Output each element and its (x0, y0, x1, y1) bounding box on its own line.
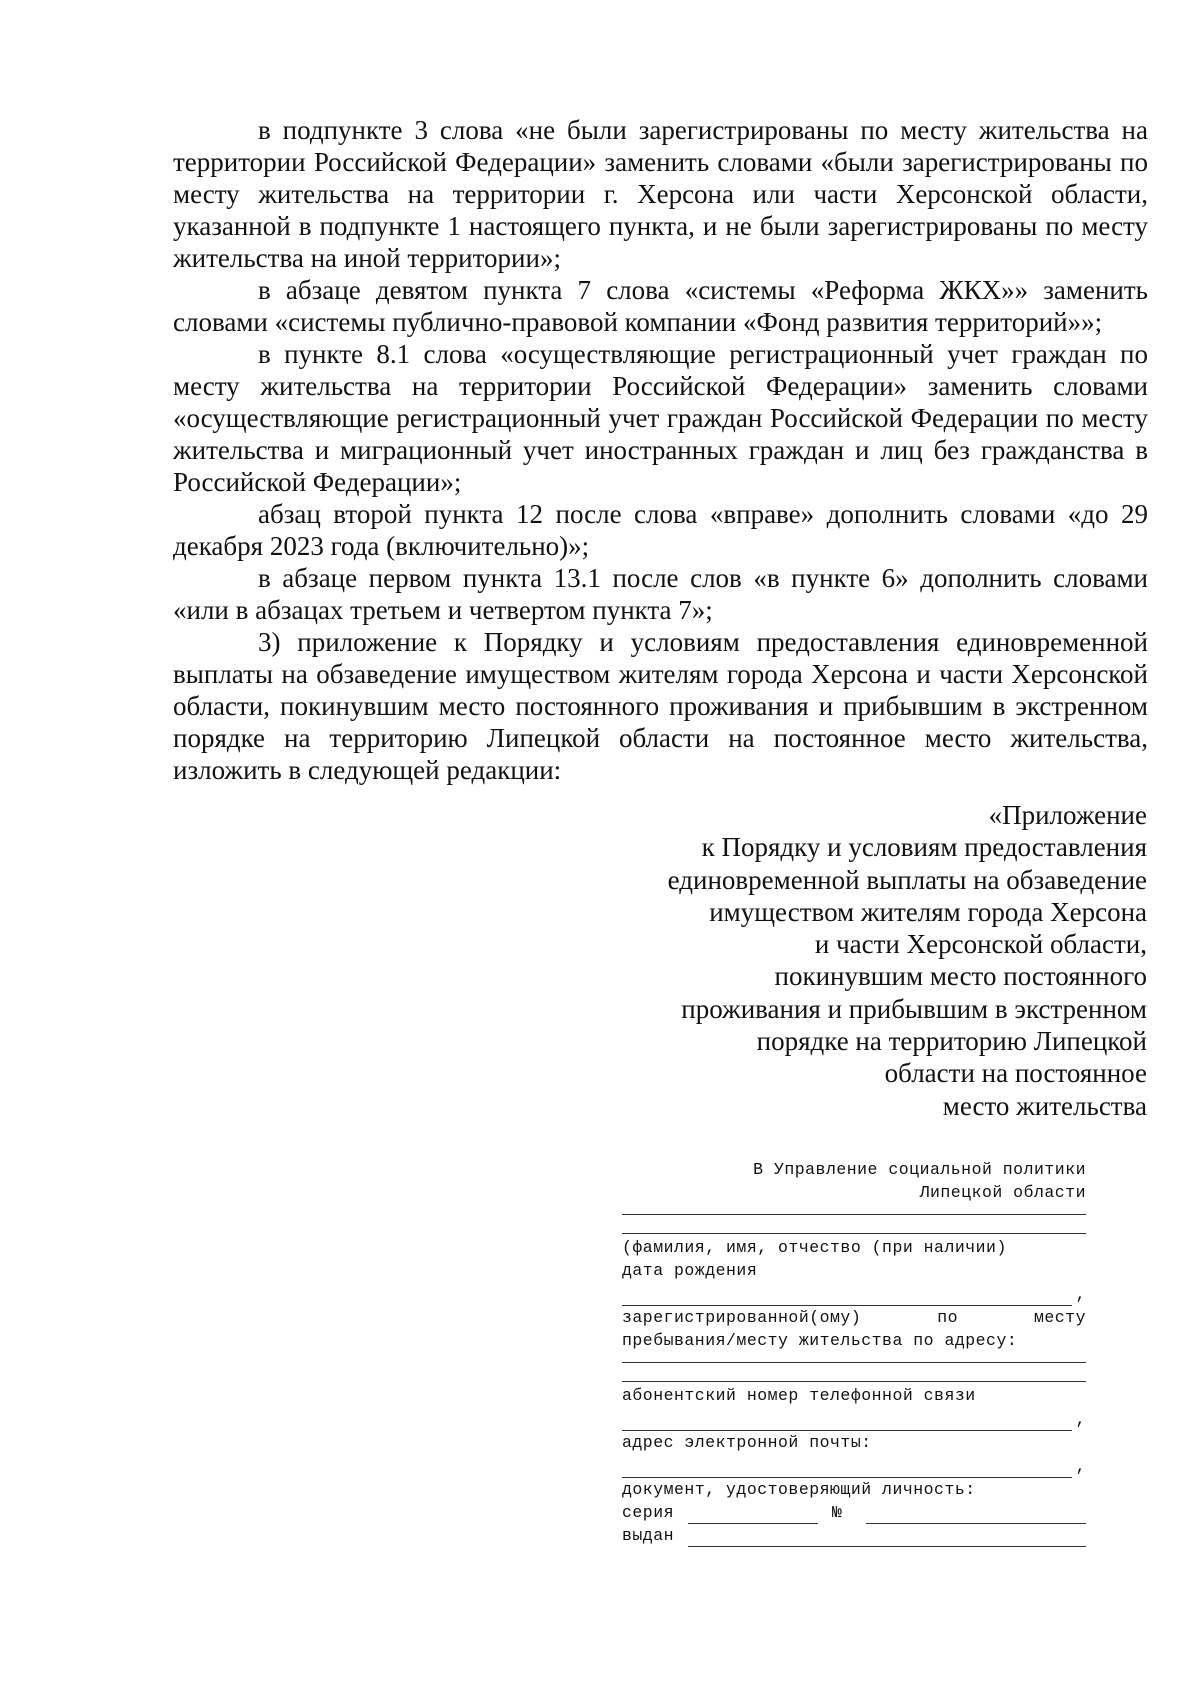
email-label: адрес электронной почты: (622, 1433, 872, 1452)
paragraph: в абзаце девятом пункта 7 слова «системы «Реформа ЖКХ»» заменить словами «системы публично-правовой компании «Фонд развития территорий»»; (173, 275, 1148, 337)
name-blank-line[interactable] (622, 1204, 1086, 1215)
comma: , (1075, 1410, 1086, 1429)
appendix-line: проживания и прибывшим в экстренном (681, 993, 1147, 1024)
issued-label: выдан (622, 1526, 675, 1545)
dob-field[interactable] (622, 1282, 1086, 1306)
dob-label: дата рождения (622, 1261, 758, 1280)
appendix-line: место жительства (942, 1090, 1147, 1121)
address-blank-line[interactable] (622, 1352, 1086, 1363)
phone-field[interactable] (622, 1407, 1086, 1431)
appendix-line: и части Херсонской области, (814, 929, 1147, 960)
paragraph: абзац второй пункта 12 после слова «вправе» дополнить словами «до 29 декабря 2023 года (включительно)»; (173, 499, 1148, 561)
appendix-header (587, 799, 1147, 1122)
registration-label-cont: пребывания/месту жительства по адресу: (622, 1331, 1018, 1350)
amendment-text (173, 114, 1148, 786)
appendix-line: к Порядку и условиям предоставления (701, 832, 1147, 863)
comma: , (1075, 1285, 1086, 1304)
number-field[interactable] (866, 1507, 1086, 1524)
address-blank-line[interactable] (622, 1371, 1086, 1382)
paragraph: в абзаце первом пункта 13.1 после слов «в пункте 6» дополнить словами «или в абзацах третьем и четвертом пункта 7»; (173, 563, 1148, 625)
appendix-line: имуществом жителям города Херсона (709, 896, 1147, 927)
appendix-line: единовременной выплаты на обзаведение (667, 864, 1147, 895)
appendix-line: области на постоянное (884, 1058, 1147, 1089)
registration-label: зарегистрированной(ому) по месту (622, 1308, 1086, 1327)
appendix-line: покинувшим место постоянного (774, 961, 1147, 992)
fio-label: (фамилия, имя, отчество (при наличии) (622, 1238, 1007, 1257)
number-label: № (832, 1503, 843, 1522)
name-blank-line[interactable] (622, 1223, 1086, 1234)
series-label: серия (622, 1503, 675, 1522)
addressee-line: Липецкой области (919, 1183, 1086, 1202)
appendix-line: порядке на территорию Липецкой (756, 1026, 1147, 1057)
addressee-line: В Управление социальной политики (753, 1160, 1086, 1179)
appendix-line: «Приложение (988, 800, 1147, 830)
phone-label: абонентский номер телефонной связи (622, 1386, 976, 1405)
id-document-label: документ, удостоверяющий личность: (622, 1480, 976, 1499)
application-form (622, 1158, 1086, 1547)
series-number-row (622, 1501, 1086, 1524)
series-field[interactable] (688, 1507, 818, 1524)
paragraph: в пункте 8.1 слова «осуществляющие регистрационный учет граждан по месту жительства на территории Российской Федерации» заменить словами «осуществляющие регистрационный учет граждан Российской Федерации по месту жительства и миграционный учет иностранных граждан и лиц без гражданства в Российской Федерации»; (173, 339, 1148, 497)
issued-field[interactable] (688, 1530, 1086, 1547)
email-field[interactable] (622, 1454, 1086, 1478)
paragraph: 3) приложение к Порядку и условиям предоставления единовременной выплаты на обзаведение имуществом жителям города Херсона и части Херсонской области, покинувшим место постоянного проживания и прибывшим в экстренном порядке на территорию Липецкой области на постоянное место жительства, изложить в следующей редакции: (173, 627, 1148, 785)
issued-row (622, 1524, 1086, 1547)
comma: , (1075, 1457, 1086, 1476)
paragraph: в подпункте 3 слова «не были зарегистрированы по месту жительства на территории Российской Федерации» заменить словами «были зарегистрированы по месту жительства на территории г. Херсона или части Херсонской области, указанной в подпункте 1 настоящего пункта, и не были зарегистрированы по месту жительства на иной территории»; (173, 115, 1148, 273)
